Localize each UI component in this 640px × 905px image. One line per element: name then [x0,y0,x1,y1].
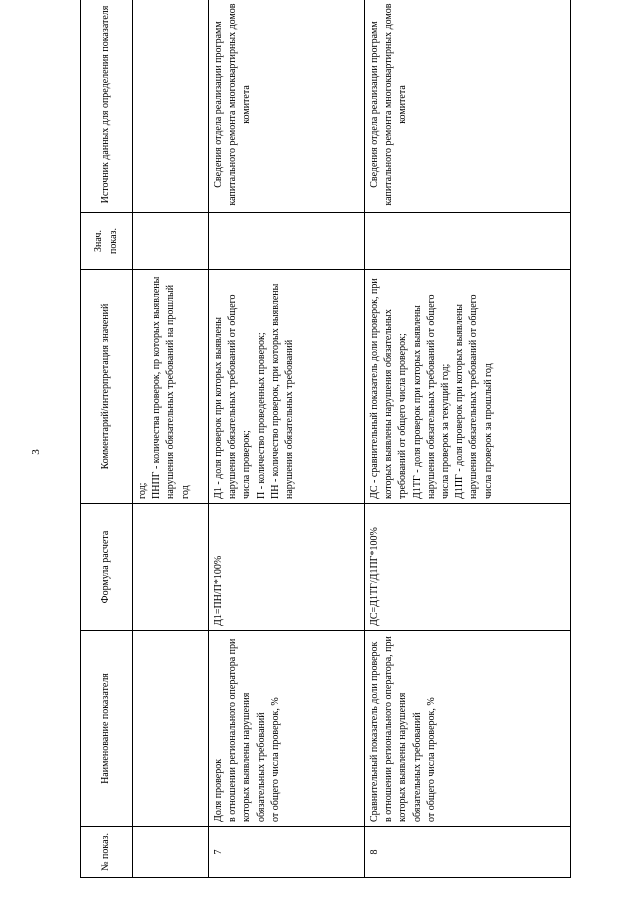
cell-formula: ДС=Д1ТГ/Д1ПГ*100% [365,504,571,631]
rotated-table-container [80,3,570,878]
cell-empty [133,0,209,213]
cell-comment-continuation: год; ПНПГ - количества проверок, пр которых выявлены нарушения обязательных требований на прошлый год [133,270,209,504]
cell-formula: Д1=ПН/П*100% [209,504,365,631]
cell-empty [133,827,209,878]
header-num: № показ. [81,827,133,878]
page-number: 3 [30,449,42,455]
cell-source: Сведения отдела реализации программ капитального ремонта многоквартирных домов комитета [209,0,365,213]
table-row [365,0,571,878]
header-formula: Формула расчета [81,504,133,631]
table-row [209,0,365,878]
cell-empty [133,213,209,270]
header-value: Знач. показ. [81,213,133,270]
header-source: Источник данных для определения показателя [81,0,133,213]
header-name: Наименование показателя [81,631,133,827]
cell-name: Сравнительный показатель доли проверок в отношении регионального оператора, при которых выявлены нарушения обязательных требований от общего числа проверок, % [365,631,571,827]
cell-name: Доля проверок в отношении регионального оператора при которых выявлены нарушения обязательных требований от общего числа проверок, % [209,631,365,827]
cell-num: 7 [209,827,365,878]
cell-comment: ДС - сравнительный показатель доли проверок, при которых выявлены нарушения обязательных требований от общего числа проверок; Д1ТГ - доля проверок при которых выявлены нарушения обязательных требований от общего числа проверок за текущий год; Д1ПГ - доля проверок при которых выявлены нарушения обязательных требований от общего числа проверок за прошлый год [365,270,571,504]
cell-empty [133,631,209,827]
indicators-table [80,0,571,878]
cell-empty [133,504,209,631]
cell-value [365,213,571,270]
table-row-continuation [133,0,209,878]
cell-value [209,213,365,270]
cell-source: Сведения отдела реализации программ капитального ремонта многоквартирных домов комитета [365,0,571,213]
table-header-row [81,0,133,878]
cell-comment: Д1 - доля проверок при которых выявлены нарушения обязательных требований от общего числа проверок; П - количество проведенных проверок; ПН - количество проверок, при которых выявлены нарушения обязательных требований [209,270,365,504]
cell-num: 8 [365,827,571,878]
header-comment: Комментарий/интерпретация значений [81,270,133,504]
